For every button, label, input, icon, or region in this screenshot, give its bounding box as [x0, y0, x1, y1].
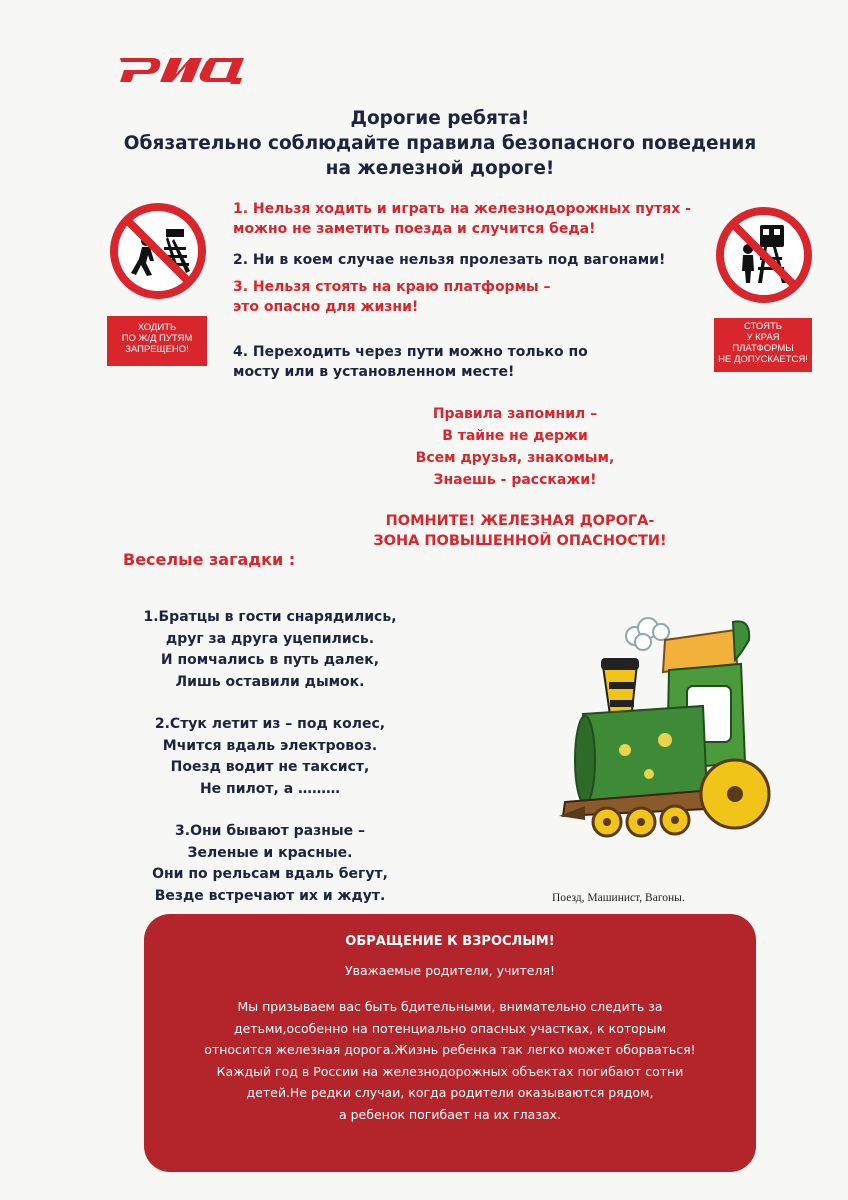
riddle-line: Поезд водит не таксист,	[170, 759, 370, 775]
riddle-1	[120, 607, 420, 693]
page-title	[120, 106, 760, 181]
rzd-logo-icon	[118, 44, 250, 84]
title-line-2: Обязательно соблюдайте правила безопасного поведения	[123, 133, 757, 154]
riddle-2	[120, 714, 420, 800]
riddle-line: 3.Они бывают разные –	[175, 823, 365, 839]
no-standing-label	[714, 318, 812, 372]
riddle-line: друг за друга уцепились.	[165, 630, 375, 647]
no-walking-label	[107, 316, 207, 366]
panel-title: ОБРАЩЕНИЕ К ВЗРОСЛЫМ!	[345, 934, 555, 949]
riddle-line: И помчались в путь далек,	[160, 652, 380, 668]
rule-1-line-1: 1. Нельзя ходить и играть на железнодорожных путях -	[233, 201, 691, 217]
rzd-logo	[118, 44, 250, 84]
cartoon-train-icon	[555, 610, 790, 850]
riddle-line: Мчится вдаль электровоз.	[162, 737, 378, 754]
panel-body-line: детьми,особенно на потенциально опасных участках, к которым	[233, 1020, 667, 1036]
label-line: ЗАПРЕЩЕНО!	[125, 344, 189, 355]
riddle-line: 2.Стук летит из – под колес,	[154, 716, 386, 732]
rule-2: 2. Ни в коем случае нельзя пролезать под вагонами!	[233, 252, 666, 268]
label-line: ХОДИТЬ	[137, 322, 177, 333]
riddle-line: Они по рельсам вдаль бегут,	[152, 866, 388, 882]
rule-4-line-1: 4. Переходить через пути можно только по	[233, 344, 588, 360]
no-standing-platform-edge-sign	[716, 207, 812, 303]
rule-4	[233, 342, 588, 382]
panel-body-line: Каждый год в России на железнодорожных объектах погибают сотни	[216, 1063, 684, 1079]
warning-line-1: ПОМНИТЕ! ЖЕЛЕЗНАЯ ДОРОГА-	[385, 513, 655, 529]
no-walking-on-tracks-sign	[110, 203, 206, 299]
riddle-answers: Поезд, Машинист, Вагоны.	[552, 892, 685, 904]
adults-appeal-panel	[144, 914, 756, 1172]
prohibition-platform-icon	[716, 207, 812, 303]
rule-1	[233, 199, 691, 239]
riddle-3	[120, 821, 420, 907]
rule-3	[233, 277, 551, 317]
riddles-heading: Веселые загадки :	[123, 550, 296, 569]
riddle-line: Не пилот, а ………	[199, 780, 341, 797]
rule-1-line-2: можно не заметить поезда и случится беда!	[233, 221, 596, 237]
poem-line: Знаешь - расскажи!	[433, 472, 597, 488]
rules-poem	[380, 403, 650, 491]
panel-body-line: относится железная дорога.Жизнь ребенка так легко может оборваться!	[204, 1042, 696, 1057]
train-illustration	[555, 610, 790, 850]
rule-3-line-2: это опасно для жизни!	[233, 299, 419, 315]
panel-body	[144, 996, 756, 1125]
title-line-3: на железной дороге!	[325, 158, 555, 179]
title-line-1: Дорогие ребята!	[350, 108, 530, 129]
riddle-line: Зеленые и красные.	[187, 844, 353, 861]
warning-line-2: ЗОНА ПОВЫШЕННОЙ ОПАСНОСТИ!	[373, 533, 667, 549]
poem-line: Правила запомнил –	[432, 406, 598, 422]
poem-line: В тайне не держи	[442, 428, 588, 444]
riddle-line: Везде встречают их и ждут.	[154, 887, 386, 904]
riddle-line: Лишь оставили дымок.	[175, 673, 365, 690]
label-line: ПЛАТФОРМЫ	[732, 343, 794, 354]
panel-body-line: Мы призываем вас быть бдительными, внимательно следить за	[237, 999, 663, 1014]
riddles-list	[120, 607, 420, 928]
rule-4-line-2: мосту или в установленном месте!	[233, 364, 515, 380]
panel-body-line: детей.Не редки случаи, когда родители оказываются рядом,	[246, 1085, 654, 1100]
panel-body-line: а ребенок погибает на их глазах.	[338, 1106, 562, 1122]
prohibition-walking-icon	[110, 203, 206, 299]
label-line: У КРАЯ	[746, 332, 780, 343]
label-line: НЕ ДОПУСКАЕТСЯ!	[718, 354, 808, 365]
label-line: СТОЯТЬ	[744, 321, 782, 332]
rule-3-line-1: 3. Нельзя стоять на краю платформы –	[233, 279, 551, 295]
label-line: ПО Ж/Д ПУТЯМ	[121, 333, 193, 344]
poem-line: Всем друзья, знакомым,	[415, 450, 615, 466]
danger-warning	[340, 511, 700, 551]
riddle-line: 1.Братцы в гости снарядились,	[143, 609, 397, 625]
panel-greeting: Уважаемые родители, учителя!	[345, 963, 555, 978]
